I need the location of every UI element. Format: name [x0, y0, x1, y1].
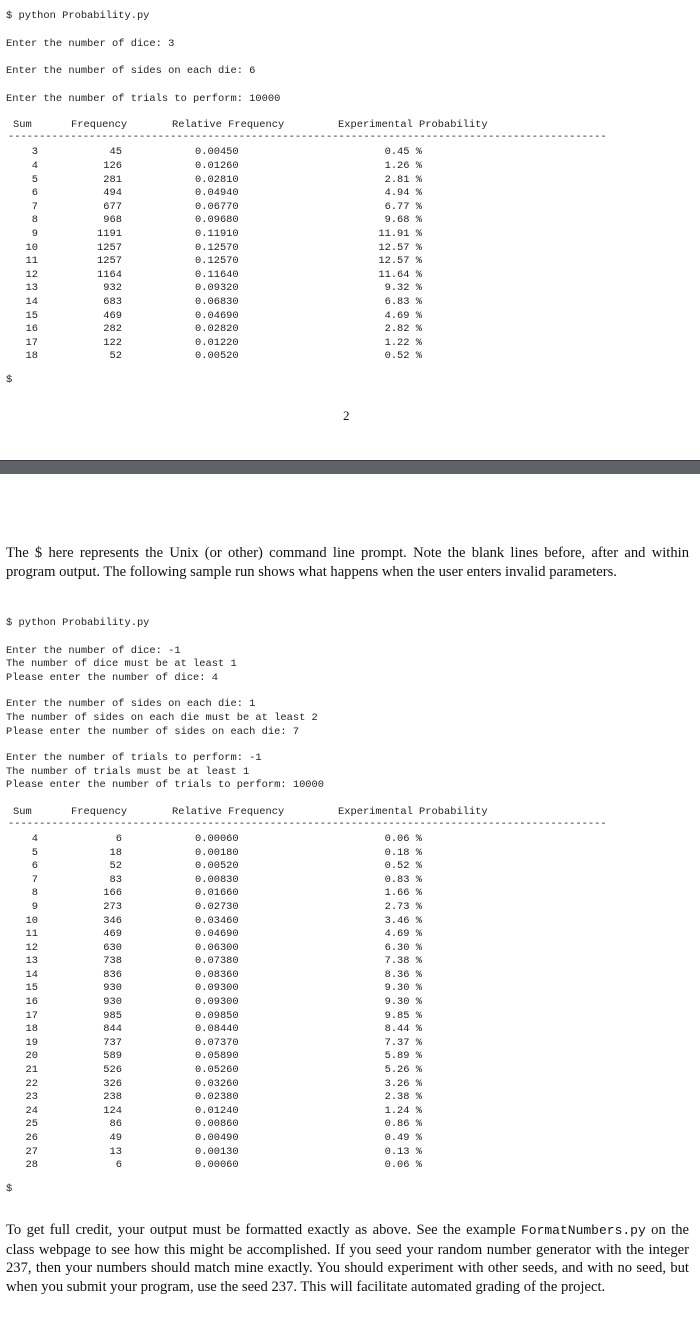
- cell-experimental-probability: 2.82 %: [384, 323, 422, 336]
- cell-relative-frequency: 0.12570: [195, 241, 239, 254]
- cell-relative-frequency: 0.02730: [195, 900, 239, 913]
- cell-frequency: 1257: [97, 241, 122, 254]
- header-relative-frequency: Relative Frequency: [172, 805, 285, 818]
- table-row: [8, 187, 518, 201]
- page-divider: [0, 460, 700, 474]
- cell-experimental-probability: 9.85 %: [384, 1009, 422, 1022]
- table-row: [8, 1105, 518, 1119]
- table-row: [8, 969, 518, 983]
- cell-sum: 20: [25, 1050, 38, 1063]
- cell-frequency: 1191: [97, 227, 122, 240]
- cell-sum: 27: [25, 1145, 38, 1158]
- table-row: [8, 1118, 518, 1132]
- cell-frequency: 122: [103, 336, 122, 349]
- end-prompt: $: [6, 1182, 13, 1195]
- table-row: [8, 874, 518, 888]
- table-row: [8, 350, 518, 364]
- table-row: [8, 1050, 518, 1064]
- table-row: [8, 214, 518, 228]
- cell-experimental-probability: 0.52 %: [384, 350, 422, 363]
- cell-relative-frequency: 0.09850: [195, 1009, 239, 1022]
- table-row: [8, 942, 518, 956]
- header-frequency: Frequency: [71, 119, 128, 132]
- cell-frequency: 494: [103, 187, 122, 200]
- cell-sum: 4: [31, 832, 38, 845]
- cell-sum: 21: [25, 1064, 38, 1077]
- cell-experimental-probability: 1.26 %: [384, 159, 422, 172]
- cell-frequency: 630: [103, 941, 122, 954]
- prompt-line: Enter the number of dice: -1: [6, 644, 181, 657]
- table-row: [8, 887, 518, 901]
- cell-experimental-probability: 9.68 %: [384, 214, 422, 227]
- error-line: The number of trials must be at least 1: [6, 765, 250, 778]
- cell-sum: 28: [25, 1159, 38, 1172]
- cell-frequency: 52: [109, 350, 122, 363]
- prompt-dice: Enter the number of dice: 3: [6, 37, 175, 50]
- cell-relative-frequency: 0.04940: [195, 187, 239, 200]
- header-divider: ------------------------------------------------------------------------------------------------: [8, 131, 607, 144]
- cell-relative-frequency: 0.03460: [195, 914, 239, 927]
- cell-relative-frequency: 0.00860: [195, 1118, 239, 1131]
- cell-relative-frequency: 0.07370: [195, 1036, 239, 1049]
- cell-frequency: 126: [103, 159, 122, 172]
- cell-relative-frequency: 0.00490: [195, 1132, 239, 1144]
- cell-experimental-probability: 4.69 %: [384, 928, 422, 941]
- table-row: [8, 860, 518, 874]
- cell-relative-frequency: 0.06770: [195, 200, 239, 213]
- cell-frequency: 238: [103, 1091, 122, 1104]
- cell-sum: 14: [25, 968, 38, 981]
- cell-sum: 6: [31, 187, 38, 200]
- prompt-line: Please enter the number of trials to perform: 10000: [6, 779, 325, 792]
- command-line: $ python Probability.py: [6, 10, 150, 22]
- table-row: [8, 228, 518, 242]
- cell-frequency: 83: [109, 873, 122, 886]
- cell-experimental-probability: 9.32 %: [384, 282, 422, 295]
- cell-sum: 23: [25, 1091, 38, 1104]
- table-row: [8, 242, 518, 256]
- prompt-line: Enter the number of trials to perform: -1: [6, 752, 262, 765]
- table-header: [8, 119, 518, 133]
- cell-sum: 25: [25, 1118, 38, 1131]
- cell-sum: 11: [25, 928, 38, 941]
- cell-sum: 24: [25, 1104, 38, 1117]
- cell-relative-frequency: 0.05890: [195, 1050, 239, 1063]
- cell-frequency: 18: [109, 846, 122, 859]
- table-row: [8, 201, 518, 215]
- cell-relative-frequency: 0.00060: [195, 832, 239, 845]
- cell-relative-frequency: 0.09320: [195, 282, 239, 295]
- table-header: [8, 806, 518, 820]
- cell-experimental-probability: 11.91 %: [378, 227, 422, 240]
- prompt-trials: Enter the number of trials to perform: 10000: [6, 92, 281, 105]
- cell-sum: 18: [25, 1023, 38, 1036]
- trials-input-block: [6, 752, 606, 793]
- table-row: [8, 982, 518, 996]
- cell-experimental-probability: 2.73 %: [384, 900, 422, 913]
- cell-sum: 16: [25, 323, 38, 336]
- cell-sum: 5: [31, 173, 38, 186]
- table-row: [8, 160, 518, 174]
- cell-experimental-probability: 0.86 %: [384, 1118, 422, 1131]
- cell-experimental-probability: 8.44 %: [384, 1023, 422, 1036]
- cell-relative-frequency: 0.02380: [195, 1091, 239, 1104]
- table-row: [8, 337, 518, 351]
- cell-relative-frequency: 0.02820: [195, 323, 239, 336]
- header-divider: ------------------------------------------------------------------------------------------------: [8, 817, 607, 830]
- cell-sum: 8: [31, 214, 38, 227]
- cell-frequency: 282: [103, 323, 122, 336]
- cell-frequency: 469: [103, 928, 122, 941]
- cell-frequency: 526: [103, 1064, 122, 1077]
- cell-relative-frequency: 0.09300: [195, 982, 239, 995]
- table-row: [8, 1078, 518, 1092]
- cell-experimental-probability: 0.49 %: [384, 1132, 422, 1144]
- cell-frequency: 281: [103, 173, 122, 186]
- cell-frequency: 45: [109, 146, 122, 159]
- cell-frequency: 1164: [97, 268, 122, 281]
- cell-frequency: 836: [103, 968, 122, 981]
- cell-frequency: 166: [103, 887, 122, 900]
- header-experimental-probability: Experimental Probability: [338, 805, 488, 818]
- cell-relative-frequency: 0.08360: [195, 968, 239, 981]
- cell-sum: 6: [31, 860, 38, 873]
- cell-sum: 12: [25, 268, 38, 281]
- table-row: [8, 282, 518, 296]
- cell-sum: 14: [25, 295, 38, 308]
- cell-experimental-probability: 1.24 %: [384, 1104, 422, 1117]
- table-row: [8, 1064, 518, 1078]
- cell-sum: 26: [25, 1132, 38, 1144]
- cell-experimental-probability: 2.81 %: [384, 173, 422, 186]
- cell-frequency: 930: [103, 996, 122, 1009]
- cell-sum: 10: [25, 241, 38, 254]
- cell-sum: 10: [25, 914, 38, 927]
- cell-relative-frequency: 0.01660: [195, 887, 239, 900]
- cell-frequency: 273: [103, 900, 122, 913]
- cell-frequency: 738: [103, 955, 122, 968]
- cell-frequency: 737: [103, 1036, 122, 1049]
- cell-experimental-probability: 12.57 %: [378, 241, 422, 254]
- cell-experimental-probability: 0.13 %: [384, 1145, 422, 1158]
- cell-sum: 11: [25, 255, 38, 268]
- terminal-output-run2: [6, 617, 606, 1196]
- cell-relative-frequency: 0.04690: [195, 928, 239, 941]
- results-table: [8, 805, 607, 1173]
- cell-relative-frequency: 0.01220: [195, 336, 239, 349]
- header-relative-frequency: Relative Frequency: [172, 119, 285, 132]
- results-table: [8, 119, 607, 364]
- cell-experimental-probability: 7.38 %: [384, 955, 422, 968]
- cell-relative-frequency: 0.09300: [195, 996, 239, 1009]
- header-sum: Sum: [13, 805, 32, 818]
- table-row: [8, 310, 518, 324]
- cell-frequency: 844: [103, 1023, 122, 1036]
- explanation-paragraph: The $ here represents the Unix (or other) command line prompt. Note the blank lines before, after and within program output. The following sample run shows what happens when the user enters invalid parameters.: [6, 545, 689, 580]
- end-prompt: $: [6, 373, 13, 386]
- cell-sum: 17: [25, 336, 38, 349]
- cell-frequency: 86: [109, 1118, 122, 1131]
- cell-sum: 16: [25, 996, 38, 1009]
- table-row: [8, 1146, 518, 1160]
- prompt-line: Please enter the number of dice: 4: [6, 671, 219, 684]
- command-line: $ python Probability.py: [6, 617, 150, 629]
- table-row: [8, 847, 518, 861]
- header-experimental-probability: Experimental Probability: [338, 119, 488, 132]
- cell-experimental-probability: 12.57 %: [378, 255, 422, 268]
- cell-frequency: 1257: [97, 255, 122, 268]
- cell-experimental-probability: 7.37 %: [384, 1036, 422, 1049]
- cell-sum: 15: [25, 982, 38, 995]
- cell-frequency: 6: [115, 1159, 122, 1172]
- cell-experimental-probability: 2.38 %: [384, 1091, 422, 1104]
- cell-sum: 17: [25, 1009, 38, 1022]
- table-row: [8, 255, 518, 269]
- cell-relative-frequency: 0.00130: [195, 1145, 239, 1158]
- cell-relative-frequency: 0.00060: [195, 1159, 239, 1172]
- table-row: [8, 915, 518, 929]
- cell-experimental-probability: 5.89 %: [384, 1050, 422, 1063]
- paragraph-text: on the class webpage to see how this might be accomplished. If you seed your random number generator with the integer 237, then your numbers should match mine exactly. You should experiment with other seeds, and with no seed, but when you submit your program, use the seed 237. This will facilitate automated grading of the project.: [6, 1222, 689, 1295]
- cell-sum: 5: [31, 846, 38, 859]
- cell-relative-frequency: 0.11640: [195, 268, 239, 281]
- cell-experimental-probability: 0.06 %: [384, 1159, 422, 1172]
- cell-frequency: 589: [103, 1050, 122, 1063]
- cell-experimental-probability: 9.30 %: [384, 982, 422, 995]
- cell-sum: 15: [25, 309, 38, 322]
- cell-experimental-probability: 0.06 %: [384, 832, 422, 845]
- cell-experimental-probability: 3.26 %: [384, 1077, 422, 1090]
- table-row: [8, 174, 518, 188]
- table-row: [8, 901, 518, 915]
- cell-experimental-probability: 9.30 %: [384, 996, 422, 1009]
- table-row: [8, 1037, 518, 1051]
- prompt-line: Enter the number of sides on each die: 1: [6, 698, 256, 711]
- cell-relative-frequency: 0.06300: [195, 941, 239, 954]
- table-row: [8, 269, 518, 283]
- cell-frequency: 13: [109, 1145, 122, 1158]
- cell-frequency: 968: [103, 214, 122, 227]
- cell-frequency: 346: [103, 914, 122, 927]
- prompt-line: Please enter the number of sides on each die: 7: [6, 725, 300, 738]
- table-row: [8, 955, 518, 969]
- table-body: [8, 833, 518, 1173]
- cell-experimental-probability: 5.26 %: [384, 1064, 422, 1077]
- table-row: [8, 833, 518, 847]
- cell-experimental-probability: 6.30 %: [384, 941, 422, 954]
- table-row: [8, 323, 518, 337]
- table-body: [8, 146, 518, 364]
- cell-experimental-probability: 1.66 %: [384, 887, 422, 900]
- cell-relative-frequency: 0.05260: [195, 1064, 239, 1077]
- cell-frequency: 6: [115, 832, 122, 845]
- cell-sum: 7: [31, 873, 38, 886]
- table-row: [8, 928, 518, 942]
- cell-sum: 13: [25, 955, 38, 968]
- cell-experimental-probability: 3.46 %: [384, 914, 422, 927]
- table-row: [8, 1159, 518, 1173]
- error-line: The number of dice must be at least 1: [6, 658, 237, 671]
- cell-relative-frequency: 0.02810: [195, 173, 239, 186]
- cell-experimental-probability: 4.94 %: [384, 187, 422, 200]
- cell-frequency: 124: [103, 1104, 122, 1117]
- cell-relative-frequency: 0.04690: [195, 309, 239, 322]
- table-row: [8, 1091, 518, 1105]
- cell-sum: 13: [25, 282, 38, 295]
- error-line: The number of sides on each die must be at least 2: [6, 711, 318, 724]
- cell-relative-frequency: 0.00830: [195, 873, 239, 886]
- terminal-output-run1: [6, 10, 606, 387]
- cell-relative-frequency: 0.09680: [195, 214, 239, 227]
- cell-frequency: 49: [109, 1132, 122, 1144]
- cell-relative-frequency: 0.03260: [195, 1077, 239, 1090]
- grading-paragraph: [6, 1221, 689, 1296]
- cell-experimental-probability: 4.69 %: [384, 309, 422, 322]
- cell-relative-frequency: 0.01260: [195, 159, 239, 172]
- cell-sum: 8: [31, 887, 38, 900]
- paragraph-text: To get full credit, your output must be formatted exactly as above. See the example: [6, 1222, 521, 1238]
- cell-frequency: 930: [103, 982, 122, 995]
- cell-sum: 7: [31, 200, 38, 213]
- cell-frequency: 469: [103, 309, 122, 322]
- cell-relative-frequency: 0.01240: [195, 1104, 239, 1117]
- table-row: [8, 1023, 518, 1037]
- cell-frequency: 52: [109, 860, 122, 873]
- table-row: [8, 146, 518, 160]
- cell-sum: 12: [25, 941, 38, 954]
- cell-frequency: 932: [103, 282, 122, 295]
- cell-relative-frequency: 0.00180: [195, 846, 239, 859]
- dice-input-block: [6, 645, 606, 686]
- cell-sum: 22: [25, 1077, 38, 1090]
- cell-sum: 4: [31, 159, 38, 172]
- cell-experimental-probability: 1.22 %: [384, 336, 422, 349]
- cell-experimental-probability: 6.83 %: [384, 295, 422, 308]
- cell-experimental-probability: 0.45 %: [384, 146, 422, 159]
- table-row: [8, 296, 518, 310]
- page-number: 2: [343, 408, 350, 423]
- table-row: [8, 1010, 518, 1024]
- header-sum: Sum: [13, 119, 32, 132]
- cell-frequency: 683: [103, 295, 122, 308]
- cell-relative-frequency: 0.11910: [195, 227, 239, 240]
- cell-frequency: 985: [103, 1009, 122, 1022]
- cell-experimental-probability: 8.36 %: [384, 968, 422, 981]
- filename-code: FormatNumbers.py: [520, 1223, 646, 1238]
- cell-experimental-probability: 6.77 %: [384, 200, 422, 213]
- cell-experimental-probability: 0.18 %: [384, 846, 422, 859]
- cell-relative-frequency: 0.00450: [195, 146, 239, 159]
- cell-sum: 9: [31, 227, 38, 240]
- cell-relative-frequency: 0.06830: [195, 295, 239, 308]
- cell-frequency: 677: [103, 200, 122, 213]
- table-row: [8, 996, 518, 1010]
- cell-sum: 9: [31, 900, 38, 913]
- sides-input-block: [6, 698, 606, 739]
- cell-relative-frequency: 0.00520: [195, 350, 239, 363]
- cell-relative-frequency: 0.12570: [195, 255, 239, 268]
- cell-experimental-probability: 0.52 %: [384, 860, 422, 873]
- cell-sum: 18: [25, 350, 38, 363]
- cell-sum: 19: [25, 1036, 38, 1049]
- cell-relative-frequency: 0.08440: [195, 1023, 239, 1036]
- cell-experimental-probability: 11.64 %: [378, 268, 422, 281]
- table-row: [8, 1132, 518, 1146]
- prompt-sides: Enter the number of sides on each die: 6: [6, 65, 256, 78]
- cell-relative-frequency: 0.00520: [195, 860, 239, 873]
- cell-sum: 3: [31, 146, 38, 159]
- cell-relative-frequency: 0.07380: [195, 955, 239, 968]
- header-frequency: Frequency: [71, 805, 128, 818]
- cell-experimental-probability: 0.83 %: [384, 873, 422, 886]
- cell-frequency: 326: [103, 1077, 122, 1090]
